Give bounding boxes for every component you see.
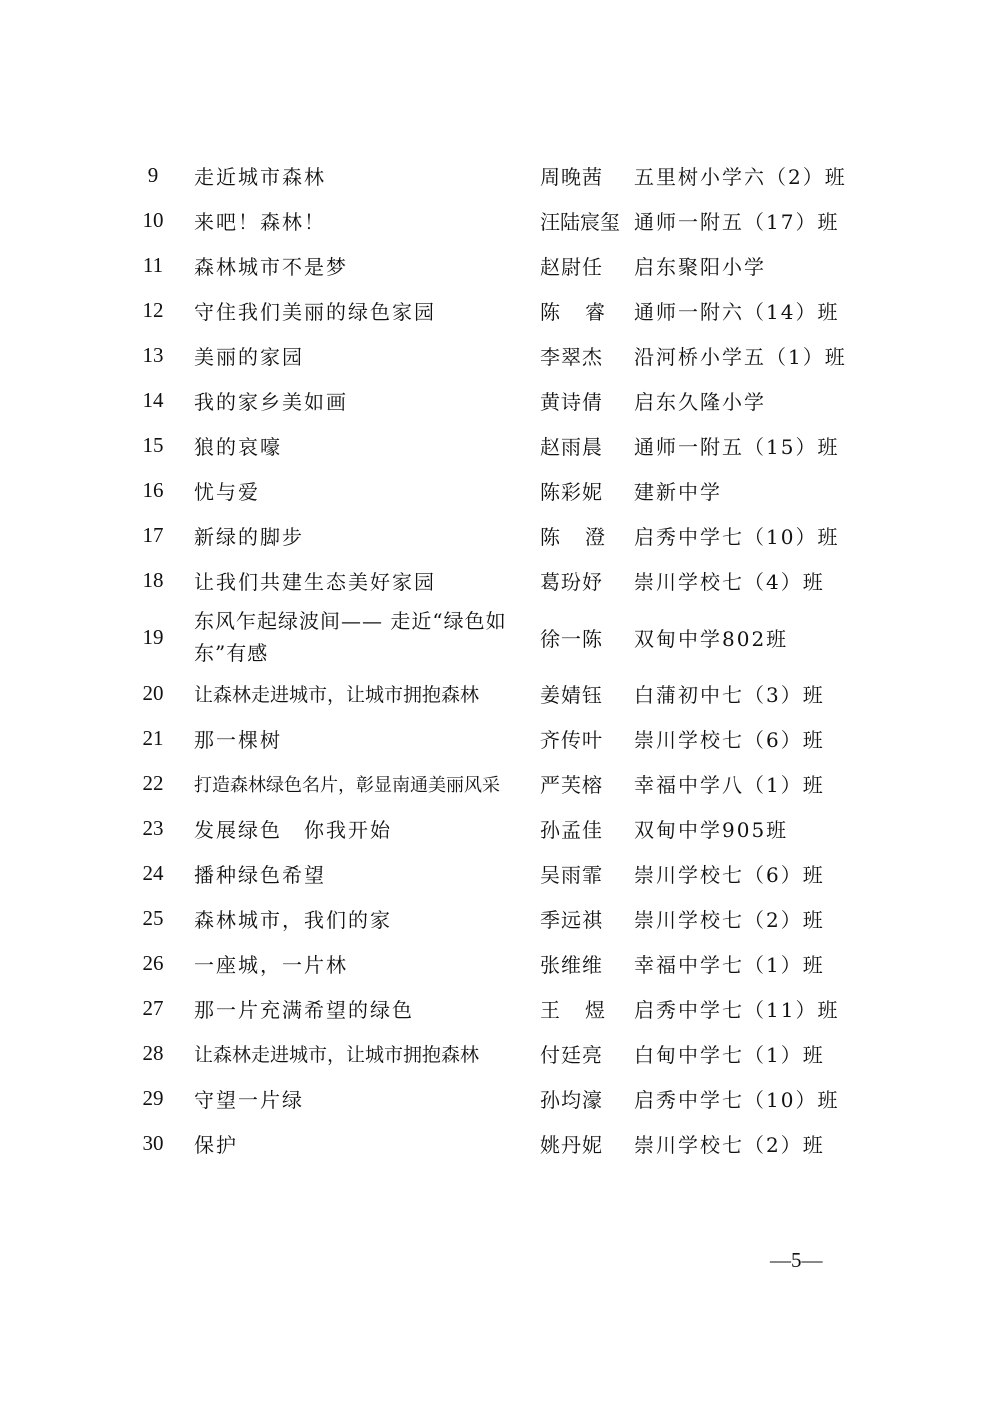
entry-school: 启东聚阳小学 bbox=[634, 255, 766, 279]
entry-number: 30 bbox=[142, 1131, 164, 1155]
table-row bbox=[128, 558, 868, 603]
entry-school: 启秀中学七（10）班 bbox=[634, 1088, 840, 1112]
table-row bbox=[128, 468, 868, 513]
entry-title: 来吧！森林！ bbox=[194, 210, 326, 234]
entry-school: 启秀中学七（10）班 bbox=[634, 525, 840, 549]
entry-school: 白蒲初中七（3）班 bbox=[634, 683, 825, 707]
entry-school: 崇川学校七（2）班 bbox=[634, 908, 825, 932]
table-row bbox=[128, 603, 868, 671]
entry-author: 赵尉任 bbox=[540, 255, 603, 279]
entry-title: 播种绿色希望 bbox=[194, 863, 326, 887]
entry-school: 白甸中学七（1）班 bbox=[634, 1043, 825, 1067]
entry-school: 通师一附五（17）班 bbox=[634, 210, 840, 234]
entry-author: 李翠杰 bbox=[540, 345, 603, 369]
entry-school: 崇川学校七（2）班 bbox=[634, 1133, 825, 1157]
author-given-name: 煜 bbox=[585, 998, 606, 1022]
entry-author: 葛玢妤 bbox=[540, 570, 603, 594]
entry-number: 19 bbox=[142, 624, 164, 649]
entry-author: 汪陆宸玺 bbox=[540, 210, 620, 234]
entry-number: 25 bbox=[142, 906, 164, 930]
entry-title: 走近城市森林 bbox=[194, 165, 326, 189]
entry-number: 13 bbox=[142, 343, 164, 367]
entry-number: 17 bbox=[142, 523, 164, 547]
entry-number: 16 bbox=[142, 478, 164, 502]
entry-school: 五里树小学六（2）班 bbox=[634, 165, 847, 189]
entry-author: 严芙榕 bbox=[540, 773, 603, 797]
entry-school: 幸福中学七（1）班 bbox=[634, 953, 825, 977]
entry-number: 21 bbox=[142, 726, 164, 750]
table-row bbox=[128, 806, 868, 851]
entry-title: 保护 bbox=[194, 1133, 238, 1157]
table-row bbox=[128, 378, 868, 423]
entry-author: 孙孟佳 bbox=[540, 818, 603, 842]
table-row bbox=[128, 153, 868, 198]
entry-number: 11 bbox=[142, 253, 164, 277]
entry-author bbox=[540, 288, 606, 333]
entry-number: 24 bbox=[142, 861, 164, 885]
table-row bbox=[128, 896, 868, 941]
author-given-name: 睿 bbox=[585, 300, 606, 324]
table-row bbox=[128, 986, 868, 1031]
entry-title: 那一棵树 bbox=[194, 728, 282, 752]
entry-school: 崇川学校七（6）班 bbox=[634, 728, 825, 752]
table-row bbox=[128, 243, 868, 288]
table-row bbox=[128, 423, 868, 468]
entry-title: 一座城，一片林 bbox=[194, 953, 348, 977]
entry-number: 27 bbox=[142, 996, 164, 1020]
entry-school: 崇川学校七（4）班 bbox=[634, 570, 825, 594]
entry-number: 23 bbox=[142, 816, 164, 840]
entry-author: 姚丹妮 bbox=[540, 1133, 603, 1157]
entry-author: 孙均濠 bbox=[540, 1088, 603, 1112]
entry-school: 幸福中学八（1）班 bbox=[634, 773, 825, 797]
entry-title: 让森林走进城市，让城市拥抱森林 bbox=[194, 684, 480, 706]
entry-title: 森林城市，我们的家 bbox=[194, 908, 392, 932]
entry-author: 周晚茜 bbox=[540, 165, 603, 189]
author-given-name: 澄 bbox=[585, 525, 606, 549]
entry-author: 黄诗倩 bbox=[540, 390, 603, 414]
entry-author bbox=[540, 986, 606, 1031]
author-surname: 陈 bbox=[540, 300, 561, 324]
table-row bbox=[128, 513, 868, 558]
entry-title: 让我们共建生态美好家园 bbox=[194, 570, 436, 594]
entry-title: 新绿的脚步 bbox=[194, 525, 304, 549]
author-surname: 陈 bbox=[540, 525, 561, 549]
entry-author: 姜婧钰 bbox=[540, 683, 603, 707]
entry-author: 徐一陈 bbox=[540, 626, 603, 651]
entry-title: 打造森林绿色名片，彰显南通美丽风采 bbox=[194, 774, 500, 796]
entry-number: 9 bbox=[147, 163, 159, 187]
table-row bbox=[128, 761, 868, 806]
entry-author: 赵雨晨 bbox=[540, 435, 603, 459]
table-row bbox=[128, 198, 868, 243]
page-number: —5— bbox=[770, 1248, 823, 1272]
entry-school: 崇川学校七（6）班 bbox=[634, 863, 825, 887]
entry-school: 建新中学 bbox=[634, 480, 722, 504]
award-list-table bbox=[128, 153, 868, 1166]
table-row bbox=[128, 1031, 868, 1076]
table-row bbox=[128, 716, 868, 761]
entry-school: 双甸中学905班 bbox=[634, 818, 789, 842]
entry-author: 张维维 bbox=[540, 953, 603, 977]
entry-number: 20 bbox=[142, 681, 164, 705]
entry-author: 齐传叶 bbox=[540, 728, 603, 752]
entry-author: 付廷亮 bbox=[540, 1043, 603, 1067]
table-row bbox=[128, 671, 868, 716]
entry-number: 29 bbox=[142, 1086, 164, 1110]
entry-author: 陈彩妮 bbox=[540, 480, 603, 504]
table-row bbox=[128, 1076, 868, 1121]
entry-number: 26 bbox=[142, 951, 164, 975]
table-row bbox=[128, 333, 868, 378]
entry-title: 森林城市不是梦 bbox=[194, 255, 348, 279]
entry-title: 狼的哀嚎 bbox=[194, 435, 282, 459]
entry-author: 吴雨霏 bbox=[540, 863, 603, 887]
entry-number: 12 bbox=[142, 298, 164, 322]
entry-number: 15 bbox=[142, 433, 164, 457]
entry-title: 发展绿色 你我开始 bbox=[194, 818, 392, 842]
entry-school: 通师一附六（14）班 bbox=[634, 300, 840, 324]
entry-title: 忧与爱 bbox=[194, 480, 260, 504]
entry-school: 沿河桥小学五（1）班 bbox=[634, 345, 847, 369]
table-row bbox=[128, 288, 868, 333]
table-row bbox=[128, 1121, 868, 1166]
entry-author bbox=[540, 513, 606, 558]
entry-title: 守住我们美丽的绿色家园 bbox=[194, 300, 436, 324]
entry-number: 18 bbox=[142, 568, 164, 592]
entry-school: 双甸中学802班 bbox=[634, 626, 789, 651]
entry-school: 启秀中学七（11）班 bbox=[634, 998, 840, 1022]
entry-title: 美丽的家园 bbox=[194, 345, 304, 369]
entry-school: 启东久隆小学 bbox=[634, 390, 766, 414]
table-row bbox=[128, 851, 868, 896]
author-surname: 王 bbox=[540, 998, 561, 1022]
entry-title: 我的家乡美如画 bbox=[194, 390, 348, 414]
entry-author: 季远祺 bbox=[540, 908, 603, 932]
entry-number: 14 bbox=[142, 388, 164, 412]
entry-title: 东风乍起绿波间—— 走近“绿色如东”有感 bbox=[194, 609, 507, 665]
entry-number: 22 bbox=[142, 771, 164, 795]
entry-number: 28 bbox=[142, 1041, 164, 1065]
entry-title: 让森林走进城市，让城市拥抱森林 bbox=[194, 1044, 480, 1066]
entry-number: 10 bbox=[142, 208, 164, 232]
table-row bbox=[128, 941, 868, 986]
entry-school: 通师一附五（15）班 bbox=[634, 435, 840, 459]
entry-title: 那一片充满希望的绿色 bbox=[194, 998, 414, 1022]
entry-title: 守望一片绿 bbox=[194, 1088, 304, 1112]
